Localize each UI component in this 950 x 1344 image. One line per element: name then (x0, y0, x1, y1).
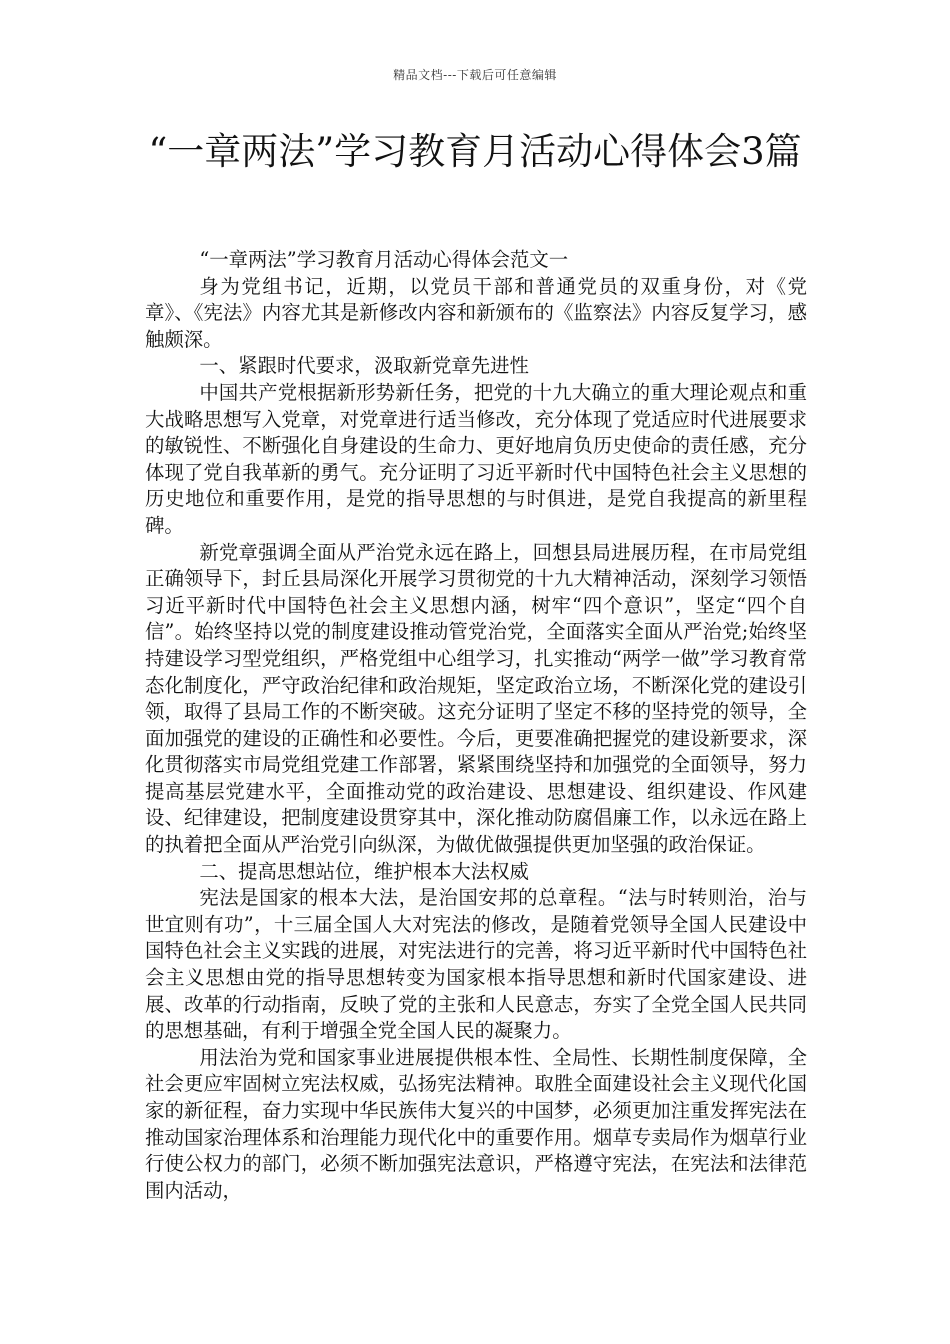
body-paragraph: 宪法是国家的根本大法，是治国安邦的总章程。“法与时转则治，治与世宜则有功”，十三届全国人大对宪法的修改，是随着党领导全国人民建设中国特色社会主义实践的进展，对宪法进行的完善，将习近平新时代中国特色社会主义思想由党的指导思想转变为国家根本指导思想和新时代国家建设、进展、改革的行动指南，反映了党的主张和人民意志，夯实了全党全国人民共同的思想基础，有利于增强全党全国人民的凝聚力。 (145, 886, 807, 1043)
subtitle-paragraph: “一章两法”学习教育月活动心得体会范文一 (199, 248, 569, 271)
document-body (145, 247, 807, 1204)
section-heading: 二、提高思想站位，维护根本大法权威 (199, 859, 529, 883)
body-paragraph: 中国共产党根据新形势新任务，把党的十九大确立的重大理论观点和重大战略思想写入党章，对党章进行适当修改，充分体现了党适应时代进展要求的敏锐性、不断强化自身建设的生命力、更好地肩负历史使命的责任感，充分体现了党自我革新的勇气。充分证明了习近平新时代中国特色社会主义思想的历史地位和重要作用，是党的指导思想的与时俱进，是党自我提高的新里程碑。 (145, 380, 807, 537)
body-paragraph: 用法治为党和国家事业进展提供根本性、全局性、长期性制度保障，全社会更应牢固树立宪法权威，弘扬宪法精神。取胜全面建设社会主义现代化国家的新征程，奋力实现中华民族伟大复兴的中国梦，必须更加注重发挥宪法在推动国家治理体系和治理能力现代化中的重要作用。烟草专卖局作为烟草行业行使公权力的部门，必须不断加强宪法意识，严格遵守宪法，在宪法和法律范围内活动， (145, 1045, 807, 1202)
document-title: “一章两法”学习教育月活动心得体会3篇 (148, 130, 802, 173)
page-header-note: 精品文档---下载后可任意编辑 (393, 68, 557, 82)
body-paragraph: 身为党组书记，近期，以党员干部和普通党员的双重身份，对《党章》、《宪法》内容尤其是新修改内容和新颁布的《监察法》内容反复学习，感触颇深。 (145, 274, 807, 351)
section-heading: 一、紧跟时代要求，汲取新党章先进性 (199, 354, 529, 378)
body-paragraph: 新党章强调全面从严治党永远在路上，回想县局进展历程，在市局党组正确领导下，封丘县局深化开展学习贯彻党的十九大精神活动，深刻学习领悟习近平新时代中国特色社会主义思想内涵，树牢“四个意识”，坚定“四个自信”。始终坚持以党的制度建设推动管党治党，全面落实全面从严治党;始终坚持建设学习型党组织，严格党组中心组学习，扎实推动“两学一做”学习教育常态化制度化，严守政治纪律和政治规矩，坚定政治立场，不断深化党的建设引领，取得了县局工作的不断突破。这充分证明了坚定不移的坚持党的领导，全面加强党的建设的正确性和必要性。今后，更要准确把握党的建设新要求，深化贯彻落实市局党组党建工作部署，紧紧围绕坚持和加强党的全面领导，努力提高基层党建水平，全面推动党的政治建设、思想建设、组织建设、作风建设、纪律建设，把制度建设贯穿其中，深化推动防腐倡廉工作，以永远在路上的执着把全面从严治党引向纵深，为做优做强提供更加坚强的政治保证。 (145, 540, 807, 857)
